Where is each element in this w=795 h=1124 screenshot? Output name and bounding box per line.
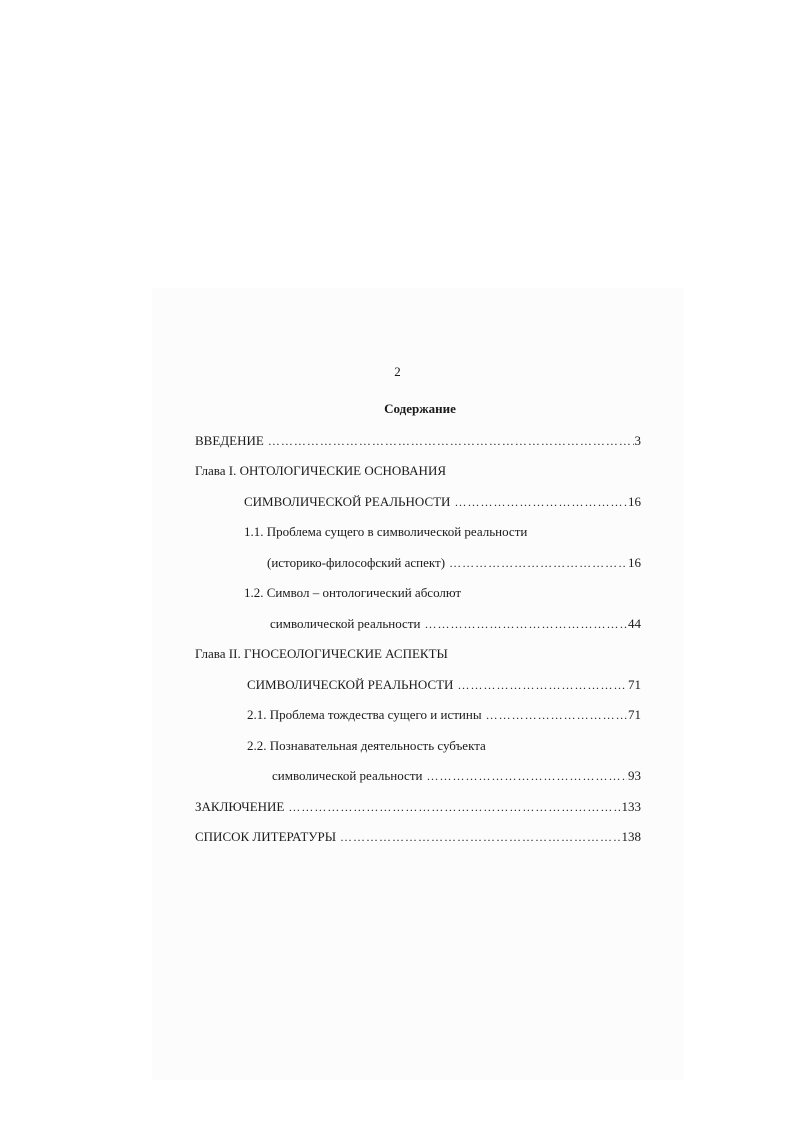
- toc-page-number: 44: [628, 616, 641, 631]
- toc-leader-dots: [454, 494, 627, 510]
- toc-entry-section-2-1: [247, 707, 641, 723]
- toc-entry-label: СИМВОЛИЧЕСКОЙ РЕАЛЬНОСТИ: [244, 494, 451, 509]
- toc-section-1-2-title: 1.2. Символ – онтологический абсолют: [244, 585, 462, 600]
- toc-entry-conclusion: [195, 799, 641, 815]
- toc-entry-label: символической реальности: [270, 616, 421, 631]
- toc-entry-section-1-1: [267, 555, 641, 571]
- toc-section-1-1-title: 1.1. Проблема сущего в символической реальности: [244, 524, 528, 539]
- toc-entry-label: символической реальности: [272, 768, 423, 783]
- toc-page-number: 133: [621, 799, 641, 814]
- toc-chapter2-title: Глава II. ГНОСЕОЛОГИЧЕСКИЕ АСПЕКТЫ: [195, 646, 448, 661]
- toc-entry-bibliography: [195, 829, 641, 845]
- toc-page-number: 16: [628, 494, 641, 509]
- toc-section-2-2-title: 2.2. Познавательная деятельность субъекта: [247, 738, 486, 753]
- toc-page-number: 71: [628, 707, 641, 722]
- toc-entry-label: ЗАКЛЮЧЕНИЕ: [195, 799, 285, 814]
- toc-entry-chapter1: [244, 494, 641, 510]
- toc-entry-label: СПИСОК ЛИТЕРАТУРЫ: [195, 829, 337, 844]
- toc-entry-label: 2.1. Проблема тождества сущего и истины: [247, 707, 482, 722]
- toc-page-number: 138: [621, 829, 641, 844]
- toc-leader-dots: [268, 433, 634, 449]
- toc-entry-label: ВВЕДЕНИЕ: [195, 433, 264, 448]
- toc-entry-label: (историко-философский аспект): [267, 555, 446, 570]
- toc-leader-dots: [340, 829, 620, 845]
- toc-heading: Содержание: [384, 401, 456, 416]
- toc-entry-chapter2: [247, 677, 641, 693]
- toc-leader-dots: [288, 799, 620, 815]
- toc-chapter1-title: Глава I. ОНТОЛОГИЧЕСКИЕ ОСНОВАНИЯ: [195, 463, 446, 478]
- toc-leader-dots: [426, 768, 627, 784]
- toc-page-number: 3: [634, 433, 641, 448]
- toc-entry-label: СИМВОЛИЧЕСКОЙ РЕАЛЬНОСТИ: [247, 677, 454, 692]
- toc-page-number: 93: [628, 768, 641, 783]
- toc-leader-dots: [449, 555, 627, 571]
- toc-page-number: 16: [628, 555, 641, 570]
- toc-entry-section-1-2: [270, 616, 641, 632]
- toc-leader-dots: [486, 707, 627, 723]
- toc-entry-intro: [195, 433, 641, 449]
- toc-leader-dots: [424, 616, 627, 632]
- toc-entry-section-2-2: [272, 768, 641, 784]
- toc-leader-dots: [457, 677, 627, 693]
- toc-page-number: 71: [628, 677, 641, 692]
- page-number: 2: [394, 364, 401, 379]
